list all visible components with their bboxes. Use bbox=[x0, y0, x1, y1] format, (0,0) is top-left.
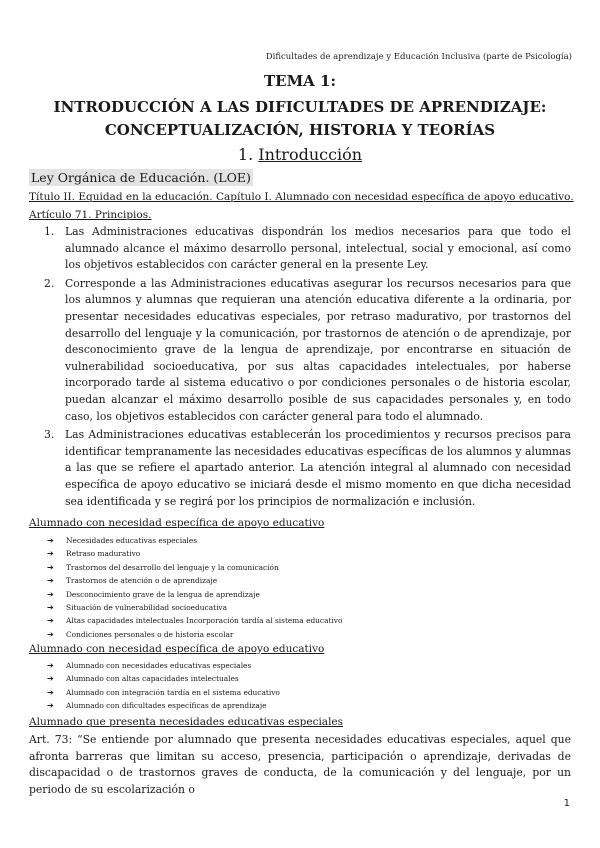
law-heading: Ley Orgánica de Educación. (LOE) bbox=[31, 170, 251, 185]
arrow-icon: ➔ bbox=[47, 661, 54, 670]
arrow-icon: ➔ bbox=[47, 549, 54, 559]
list-item bbox=[47, 672, 280, 685]
running-header: Dificultades de aprendizaje y Educación Inclusiva (parte de Psicología) bbox=[265, 52, 572, 62]
list-item bbox=[47, 659, 280, 672]
section-number: 1. bbox=[237, 145, 254, 164]
list-item bbox=[44, 427, 571, 510]
tema-title: TEMA 1: bbox=[263, 72, 337, 90]
list-item bbox=[44, 276, 571, 425]
item-text: Desconocimiento grave de la lengua de aprendizaje bbox=[66, 589, 260, 599]
item-text: Alumnado con necesidades educativas especiales bbox=[66, 661, 252, 670]
list-item bbox=[47, 561, 342, 574]
list1-heading: Alumnado con necesidad específica de apoyo educativo bbox=[29, 517, 325, 529]
item-text: Alumnado con altas capacidades intelectuales bbox=[66, 674, 239, 684]
article-73-paragraph: Art. 73: “Se entiende por alumnado que presenta necesidades educativas especiales, aquel que afronta barreras que limitan su acceso, presencia, participación o aprendizaje, derivadas de discapacidad o de trastornos graves de conducta, de la comunicación y del lenguaje, por un periodo de su escolarización o bbox=[29, 733, 571, 796]
titulo-line: Título II. Equidad en la educación. Capítulo I. Alumnado con necesidad específica de apoyo educativo. bbox=[29, 191, 574, 203]
item-text: Condiciones personales o de historia escolar bbox=[66, 629, 234, 639]
item-text: Retraso madurativo bbox=[66, 549, 141, 559]
arrow-icon: ➔ bbox=[47, 562, 54, 572]
item-number: 1. bbox=[44, 225, 55, 238]
item-text: Situación de vulnerabilidad socioeducativa bbox=[66, 603, 228, 613]
section-title: Introducción bbox=[258, 145, 363, 164]
arrow-icon: ➔ bbox=[47, 687, 54, 697]
page-number: 1 bbox=[563, 798, 570, 809]
list-item bbox=[47, 588, 342, 601]
list-item bbox=[47, 547, 342, 560]
bullet-list-1 bbox=[47, 534, 342, 641]
list-item bbox=[44, 224, 571, 274]
item-text: Alumnado con integración tardía en el sistema educativo bbox=[66, 687, 280, 697]
nee-heading: Alumnado que presenta necesidades educativas especiales bbox=[29, 716, 344, 728]
item-text: Altas capacidades intelectuales Incorporación tardía al sistema educativo bbox=[66, 616, 343, 626]
bullet-list-2 bbox=[47, 659, 280, 713]
arrow-icon: ➔ bbox=[47, 536, 54, 545]
arrow-icon: ➔ bbox=[47, 629, 54, 639]
arrow-icon: ➔ bbox=[47, 589, 54, 599]
item-text: Las Administraciones educativas establecerán los procedimientos y recursos precisos para identificar tempranamente las necesidades educativas específicas de los alumnos y alumnas a las que se refiere el apartado anterior. La atención integral al alumnado con necesidad específica de apoyo educativo se iniciará desde el mismo momento en que dicha necesidad sea identificada y se regirá por los principios de normalización e inclusión. bbox=[65, 428, 571, 508]
list-item bbox=[47, 574, 342, 587]
list-item bbox=[47, 601, 342, 614]
arrow-icon: ➔ bbox=[47, 576, 54, 586]
main-title-line-1: INTRODUCCIÓN A LAS DIFICULTADES DE APRENDIZAJE: bbox=[53, 98, 547, 116]
arrow-icon: ➔ bbox=[47, 603, 54, 613]
item-text: Las Administraciones educativas dispondrán los medios necesarios para que todo el alumnado alcance el máximo desarrollo personal, intelectual, social y emocional, así como los objetivos establecidos con carácter general en la presente Ley. bbox=[65, 225, 571, 272]
arrow-icon: ➔ bbox=[47, 701, 54, 711]
arrow-icon: ➔ bbox=[47, 674, 54, 684]
item-text: Necesidades educativas especiales bbox=[66, 536, 198, 545]
list-item bbox=[47, 686, 280, 699]
list-item bbox=[47, 628, 342, 641]
article-list bbox=[44, 224, 571, 512]
arrow-icon: ➔ bbox=[47, 616, 54, 626]
item-text: Alumnado con dificultades específicas de aprendizaje bbox=[66, 701, 267, 711]
list-item bbox=[47, 614, 342, 627]
item-text: Corresponde a las Administraciones educativas asegurar los recursos necesarios para que los alumnos y alumnas que requieran una atención educativa diferente a la ordinaria, por presentar necesidades educativas especiales, por retraso madurativo, por trastornos del desarrollo del lenguaje y la comunicación, por trastornos de atención o de aprendizaje, por desconocimiento grave de la lengua de aprendizaje, por encontrarse en situación de vulnerabilidad socioeducativa, por sus altas capacidades intelectuales, por haberse incorporado tarde al sistema educativo o por condiciones personales o de historia escolar, puedan alcanzar el máximo desarrollo posible de sus capacidades personales y, en todo caso, los objetivos establecidos con carácter general para todo el alumnado. bbox=[65, 276, 571, 423]
item-text: Trastornos del desarrollo del lenguaje y la comunicación bbox=[66, 562, 279, 572]
articulo-line: Artículo 71. Principios. bbox=[29, 209, 152, 221]
list-item bbox=[47, 699, 280, 712]
item-number: 2. bbox=[44, 276, 55, 290]
item-text: Trastornos de atención o de aprendizaje bbox=[66, 576, 218, 586]
main-title-line-2: CONCEPTUALIZACIÓN, HISTORIA Y TEORÍAS bbox=[104, 121, 496, 139]
section-heading bbox=[0, 145, 600, 164]
item-number: 3. bbox=[44, 428, 55, 442]
list-item bbox=[47, 534, 342, 547]
list2-heading: Alumnado con necesidad específica de apoyo educativo bbox=[29, 643, 325, 655]
